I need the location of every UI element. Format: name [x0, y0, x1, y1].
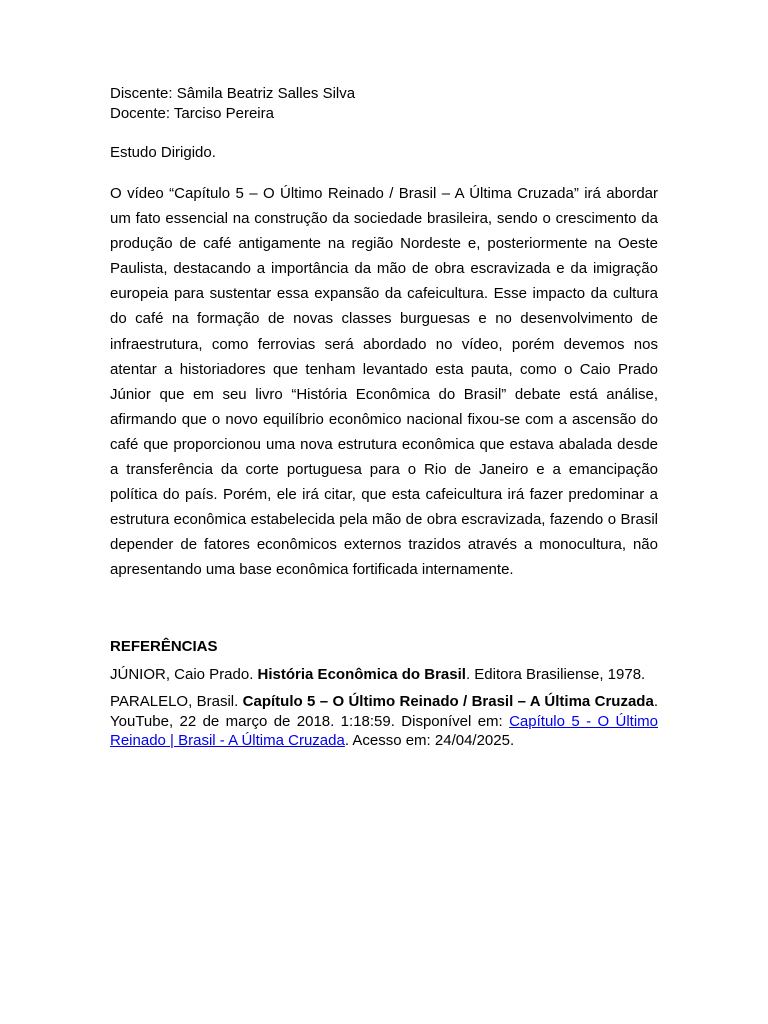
reference-1-publisher: . Editora Brasiliense, 1978.: [465, 665, 646, 683]
reference-item-2: [110, 692, 658, 751]
body-paragraph: O vídeo “Capítulo 5 – O Último Reinado / Brasil – A Última Cruzada” irá abordar um fato essencial na construção da sociedade brasileira, sendo o crescimento da produção de café antigamente na região Nordeste e, posteriormente na Oeste Paulista, destacando a importância da mão de obra escravizada e da imigração europeia para sustentar essa expansão da cafeicultura. Esse impacto da cultura do café na formação de novas classes burguesas e no desenvolvimento de infraestrutura, como ferrovias será abordado no vídeo, porém devemos nos atentar a historiadores que tenham levantado esta pauta, como o Caio Prado Júnior que em seu livro “História Econômica do Brasil” debate está análise, afirmando que o novo equilíbrio econômico nacional fixou-se com a ascensão do café que proporcionou uma nova estrutura econômica que estava abalada desde a transferência da corte portuguesa para o Rio de Janeiro e a emancipação política do país. Porém, ele irá citar, que esta cafeicultura irá fazer predominar a estrutura econômica estabelecida pela mão de obra escravizada, fazendo o Brasil depender de fatores econômicos externos trazidos através a monocultura, não apresentando uma base econômica fortificada internamente.: [110, 185, 658, 579]
document-page: [110, 84, 658, 751]
reference-item-1: [110, 665, 658, 685]
reference-2-link[interactable]: Capítulo 5 - O Último Reinado | Brasil - A Última Cruzada: [110, 712, 659, 749]
document-title: Estudo Dirigido.: [110, 144, 216, 161]
reference-1-title: História Econômica do Brasil: [257, 665, 466, 683]
student-name: Discente: Sâmila Beatriz Salles Silva: [110, 85, 356, 102]
reference-1-author: JÚNIOR, Caio Prado.: [110, 665, 258, 683]
reference-2-title: Capítulo 5 – O Último Reinado / Brasil – A Última Cruzada: [242, 693, 654, 710]
references-heading: REFERÊNCIAS: [110, 637, 218, 655]
reference-2-author: PARALELO, Brasil.: [110, 693, 243, 710]
reference-2-details: . YouTube, 22 de março de 2018. 1:18:59. Disponível em:: [110, 693, 658, 730]
teacher-name: Docente: Tarciso Pereira: [110, 105, 274, 122]
reference-2-access-date: . Acesso em: 24/04/2025.: [344, 732, 515, 749]
